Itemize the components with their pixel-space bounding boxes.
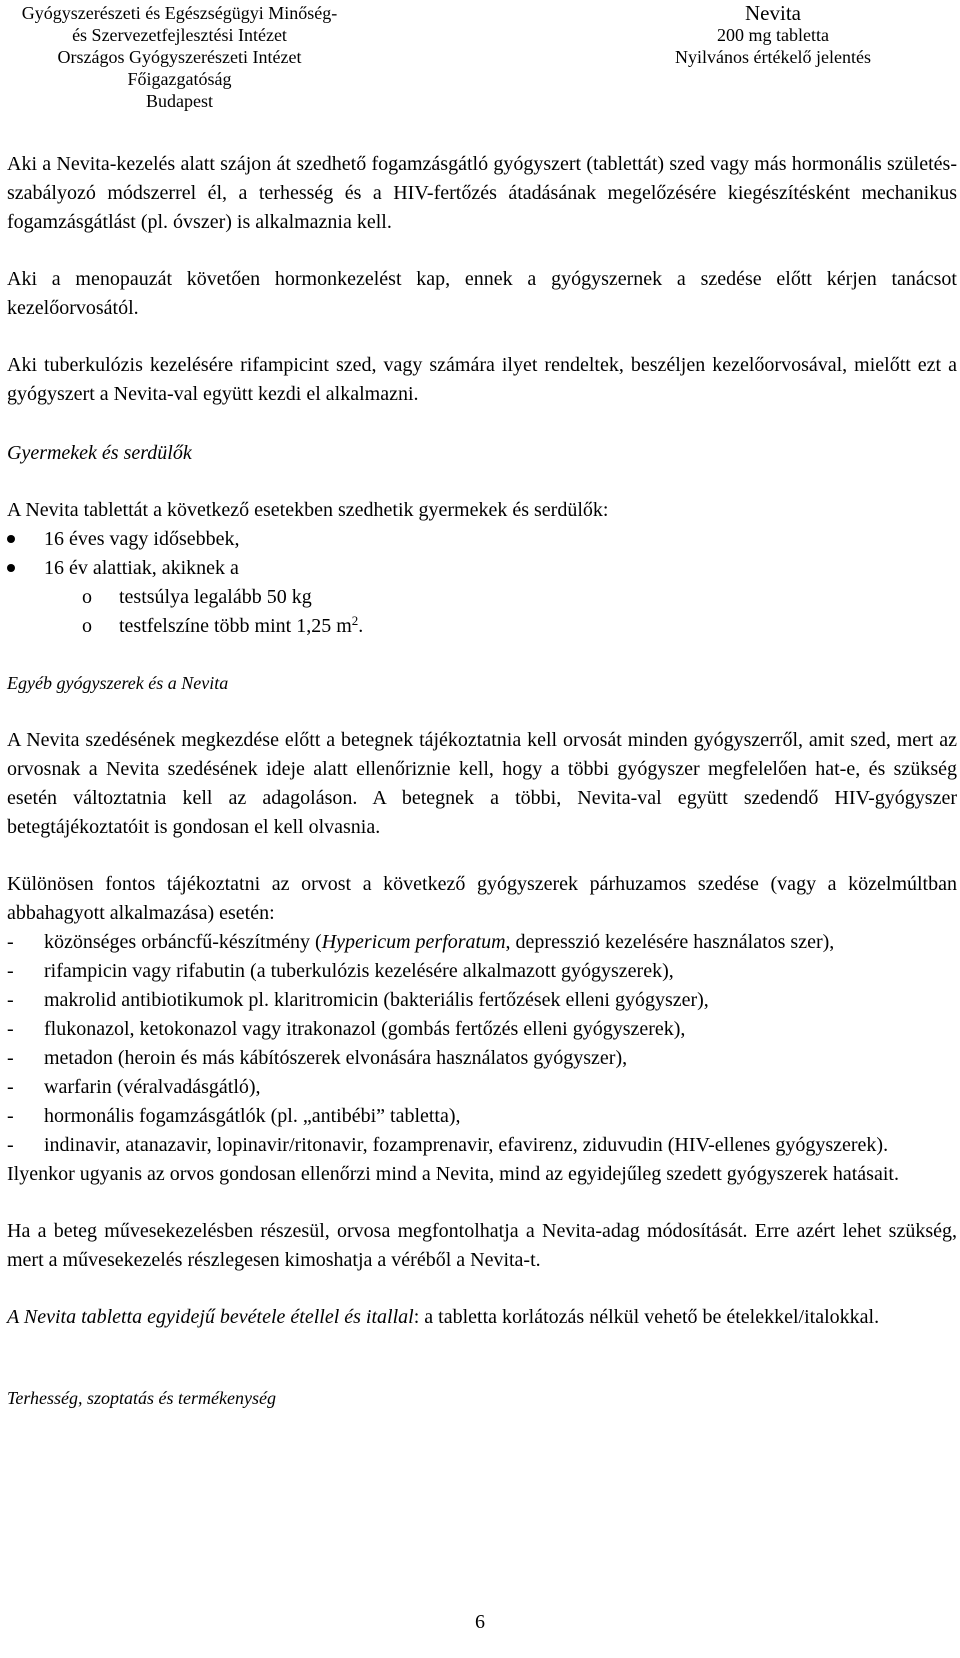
dash-marker: - bbox=[7, 960, 14, 982]
sub-bullet-icon: o bbox=[82, 615, 92, 637]
header-product bbox=[648, 2, 898, 68]
paragraph-rifampicin: Aki tuberkulózis kezelésére rifampicint szed, vagy számára ilyet rendeltek, beszéljen kezelőorvosával, mielőtt ezt a gyógyszert a Nevita-val együtt kezdi el alkalmazni. bbox=[7, 354, 957, 405]
dash-marker: - bbox=[7, 989, 14, 1011]
list-item: - metadon (heroin és más kábítószerek elvonására használatos gyógyszer), bbox=[7, 1044, 957, 1073]
dash-marker: - bbox=[7, 1076, 14, 1098]
report-type: Nyilvános értékelő jelentés bbox=[675, 47, 871, 67]
dash-marker: - bbox=[7, 1047, 14, 1069]
header-line: Országos Gyógyszerészeti Intézet bbox=[57, 47, 302, 67]
paragraph-menopause: Aki a menopauzát követően hormonkezelést kap, ennek a gyógyszernek a szedése előtt kérjen tanácsot kezelőorvosától. bbox=[7, 268, 957, 319]
list-item: - warfarin (véralvadásgátló), bbox=[7, 1073, 957, 1102]
header-line: és Szervezetfejlesztési Intézet bbox=[72, 25, 287, 45]
children-intro: A Nevita tablettát a következő esetekben szedhetik gyermekek és serdülők: bbox=[7, 499, 609, 521]
dialysis-paragraph: Ha a beteg művesekezelésben részesül, orvosa megfontolhatja a Nevita-adag módosítását. Erre azért lehet szükség, mert a művesekezelés részlegesen kimoshatja a véréből a Nevita-t. bbox=[7, 1220, 957, 1271]
paragraph-contraception: Aki a Nevita-kezelés alatt szájon át szedhető fogamzásgátló gyógyszert (tablettát) szed vagy más hormonális születés-szabályozó módszerrel él, a terhesség és a HIV-fertőzés átadásának megelőzésére kiegészítésként mechanikus fogamzásgátlást (pl. óvszer) is alkalmaznia kell. bbox=[7, 153, 957, 233]
page-number: 6 bbox=[475, 1611, 485, 1633]
list-item: - közönséges orbáncfű-készítmény (Hypericum perforatum, depresszió kezelésére használatos szer), bbox=[7, 928, 957, 957]
header-line: Főigazgatóság bbox=[127, 69, 232, 89]
other-medicines-paragraph-2: Különösen fontos tájékoztatni az orvost a következő gyógyszerek párhuzamos szedése (vagy a közelmúltban abbahagyott alkalmazása) esetén: bbox=[7, 873, 957, 924]
dash-marker: - bbox=[7, 931, 14, 953]
bullet-icon bbox=[7, 564, 15, 572]
children-sub-list bbox=[7, 583, 957, 641]
section-title-other-medicines: Egyéb gyógyszerek és a Nevita bbox=[7, 673, 229, 693]
list-item: - rifampicin vagy rifabutin (a tuberkulózis kezelésére alkalmazott gyógyszerek), bbox=[7, 957, 957, 986]
other-medicines-paragraph-3: Ilyenkor ugyanis az orvos gondosan ellenőrzi mind a Nevita, mind az egyidejűleg szedett gyógyszerek hatásait. bbox=[7, 1163, 899, 1185]
list-item: 16 éves vagy idősebbek, bbox=[7, 525, 957, 554]
list-item: 16 év alattiak, akiknek a bbox=[7, 554, 957, 583]
product-name: Nevita bbox=[745, 1, 801, 25]
header-line: Gyógyszerészeti és Egészségügyi Minőség- bbox=[21, 3, 338, 23]
list-item: o testsúlya legalább 50 kg bbox=[7, 583, 957, 612]
bullet-icon bbox=[7, 535, 15, 543]
list-item: - flukonazol, ketokonazol vagy itrakonazol (gombás fertőzés elleni gyógyszerek), bbox=[7, 1015, 957, 1044]
food-drink-paragraph: A Nevita tabletta egyidejű bevétele étellel és itallal: a tabletta korlátozás nélkül vehető be ételekkel/italokkal. bbox=[7, 1306, 880, 1328]
list-item: o testfelszíne több mint 1,25 $m^2$. bbox=[7, 612, 957, 641]
header-line: Budapest bbox=[146, 91, 213, 111]
other-medicines-paragraph-1: A Nevita szedésének megkezdése előtt a betegnek tájékoztatnia kell orvosát minden gyógyszerről, amit szed, mert az orvosnak a Nevita szedésének ideje alatt ellenőriznie kell, hogy a többi gyógyszer megfelelően hat-e, és szükség esetén változtatnia kell az adagoláson. A betegnek a többi, Nevita-val együtt szedendő HIV-gyógyszer betegtájékoztatóit is gondosan el kell olvasnia. bbox=[7, 729, 957, 838]
list-item: - hormonális fogamzásgátlók (pl. „antibébi” tabletta), bbox=[7, 1102, 957, 1131]
dash-marker: - bbox=[7, 1018, 14, 1040]
product-strength: 200 mg tabletta bbox=[717, 25, 829, 45]
sub-bullet-icon: o bbox=[82, 586, 92, 608]
dash-marker: - bbox=[7, 1105, 14, 1127]
dash-marker: - bbox=[7, 1134, 14, 1156]
superscript: 2 bbox=[351, 613, 359, 628]
list-item: - indinavir, atanazavir, lopinavir/ritonavir, fozamprenavir, efavirenz, ziduvudin (HIV-ellenes gyógyszerek). bbox=[7, 1131, 957, 1160]
document-body bbox=[7, 150, 957, 1413]
interacting-drugs-list bbox=[7, 928, 957, 1160]
list-item: - makrolid antibiotikumok pl. klaritromicin (bakteriális fertőzések elleni gyógyszer), bbox=[7, 986, 957, 1015]
section-title-children: Gyermekek és serdülők bbox=[7, 442, 192, 464]
children-bullet-list bbox=[7, 525, 957, 583]
header-institution bbox=[7, 2, 352, 112]
section-title-pregnancy: Terhesség, szoptatás és termékenység bbox=[7, 1388, 276, 1408]
